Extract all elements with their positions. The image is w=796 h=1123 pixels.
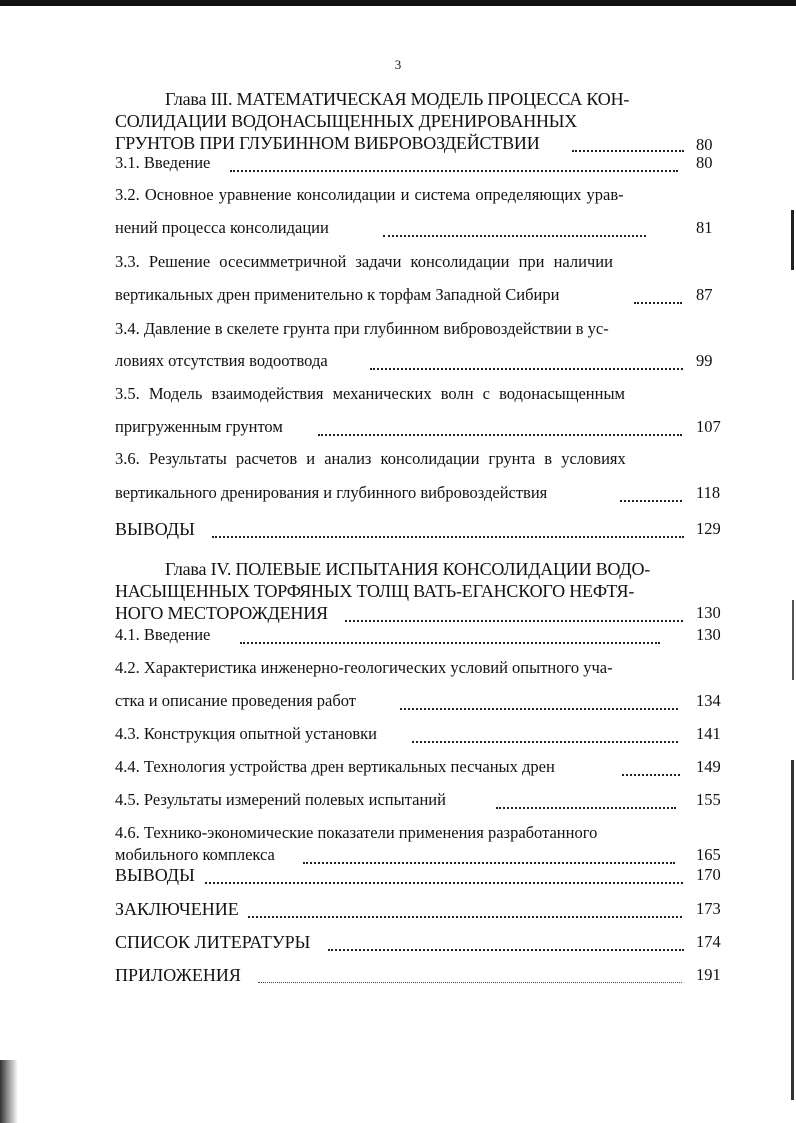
dot-leader (328, 949, 684, 951)
dot-leader (412, 741, 678, 743)
toc-entry-3-5-line1: 3.5. Модель взаимодействия механических волн с водонасыщенным (115, 384, 625, 403)
dot-leader (496, 807, 676, 809)
chapter4-title-line1: Глава IV. ПОЛЕВЫЕ ИСПЫТАНИЯ КОНСОЛИДАЦИИ ВОДО- (165, 559, 651, 579)
toc-page-3-5: 107 (696, 417, 721, 436)
dot-leader (248, 916, 682, 918)
toc-appendices-page: 191 (696, 965, 721, 984)
toc-entry-4-2-line1: 4.2. Характеристика инженерно-геологических условий опытного уча- (115, 658, 613, 677)
dot-leader (318, 434, 682, 436)
toc-entry-3-6-line1: 3.6. Результаты расчетов и анализ консолидации грунта в условиях (115, 449, 626, 468)
dot-leader (572, 150, 684, 152)
conclusions-chapter3: ВЫВОДЫ (115, 519, 195, 539)
toc-entry-3-3-line1: 3.3. Решение осесимметричной задачи консолидации при наличии (115, 252, 613, 271)
scan-artifact (791, 760, 794, 1100)
toc-page-3-2: 81 (696, 218, 713, 237)
toc-page-3-1: 80 (696, 153, 713, 172)
toc-conclusion: ЗАКЛЮЧЕНИЕ (115, 899, 239, 919)
toc-entry-4-5: 4.5. Результаты измерений полевых испытаний (115, 790, 446, 809)
dot-leader (370, 368, 683, 370)
dot-leader (622, 774, 680, 776)
toc-entry-4-1: 4.1. Введение (115, 625, 211, 644)
toc-page-3-4: 99 (696, 351, 713, 370)
conclusions-chapter4-page: 170 (696, 865, 721, 884)
dot-leader (345, 620, 683, 622)
dot-leader (258, 982, 682, 983)
toc-page-3-3: 87 (696, 285, 713, 304)
scan-artifact (0, 1060, 18, 1123)
toc-entry-4-3: 4.3. Конструкция опытной установки (115, 724, 377, 743)
scan-artifact (791, 210, 794, 270)
chapter4-title-line2: НАСЫЩЕННЫХ ТОРФЯНЫХ ТОЛЩ ВАТЬ-ЕГАНСКОГО НЕФТЯ- (115, 581, 635, 601)
dot-leader (212, 536, 684, 538)
chapter4-page: 130 (696, 603, 721, 622)
chapter3-title-line1: Глава III. МАТЕМАТИЧЕСКАЯ МОДЕЛЬ ПРОЦЕССА КОН- (165, 89, 630, 109)
toc-conclusion-page: 173 (696, 899, 721, 918)
toc-entry-3-4-line1: 3.4. Давление в скелете грунта при глубинном вибровоздействии в ус- (115, 319, 609, 338)
page-number: 3 (394, 57, 402, 72)
dot-leader (240, 642, 660, 644)
dot-leader (634, 302, 682, 304)
toc-page-3-6: 118 (696, 483, 721, 502)
toc-page-4-5: 155 (696, 790, 721, 809)
chapter4-title-line3: НОГО МЕСТОРОЖДЕНИЯ (115, 603, 328, 623)
conclusions-chapter4: ВЫВОДЫ (115, 865, 195, 885)
toc-entry-3-5-line2: пригруженным грунтом (115, 417, 283, 436)
dot-leader (230, 170, 678, 172)
toc-entry-4-2-line2: стка и описание проведения работ (115, 691, 357, 710)
chapter3-title-line2: СОЛИДАЦИИ ВОДОНАСЫЩЕННЫХ ДРЕНИРОВАННЫХ (115, 111, 578, 131)
scan-border-top (0, 0, 796, 6)
toc-entry-3-3-line2: вертикальных дрен применительно к торфам Западной Сибири (115, 285, 560, 304)
chapter3-title-line3: ГРУНТОВ ПРИ ГЛУБИННОМ ВИБРОВОЗДЕЙСТВИИ (115, 133, 540, 153)
toc-page-4-4: 149 (696, 757, 721, 776)
toc-references: СПИСОК ЛИТЕРАТУРЫ (115, 932, 311, 952)
toc-page-4-3: 141 (696, 724, 721, 743)
toc-page-4-6: 165 (696, 845, 721, 864)
toc-entry-3-1: 3.1. Введение (115, 153, 211, 172)
chapter3-page: 80 (696, 135, 713, 154)
toc-entry-3-2-line1: 3.2. Основное уравнение консолидации и система определяющих урав- (115, 185, 624, 204)
toc-appendices: ПРИЛОЖЕНИЯ (115, 965, 241, 985)
dot-leader (400, 708, 678, 710)
scan-artifact (792, 600, 794, 680)
conclusions-chapter3-page: 129 (696, 519, 721, 538)
dot-leader (620, 500, 682, 502)
toc-entry-3-2-line2: нений процесса консолидации (115, 218, 329, 237)
toc-entry-3-6-line2: вертикального дренирования и глубинного вибровоздействия (115, 483, 548, 502)
dot-leader (303, 862, 675, 864)
toc-page-4-2: 134 (696, 691, 721, 710)
dot-leader (383, 235, 646, 237)
toc-entry-4-6-line1: 4.6. Технико-экономические показатели применения разработанного (115, 823, 598, 842)
toc-entry-4-6-line2: мобильного комплекса (115, 845, 275, 864)
toc-entry-4-4: 4.4. Технология устройства дрен вертикальных песчаных дрен (115, 757, 555, 776)
toc-page-4-1: 130 (696, 625, 721, 644)
toc-entry-3-4-line2: ловиях отсутствия водоотвода (115, 351, 328, 370)
dot-leader (205, 882, 683, 884)
toc-references-page: 174 (696, 932, 721, 951)
